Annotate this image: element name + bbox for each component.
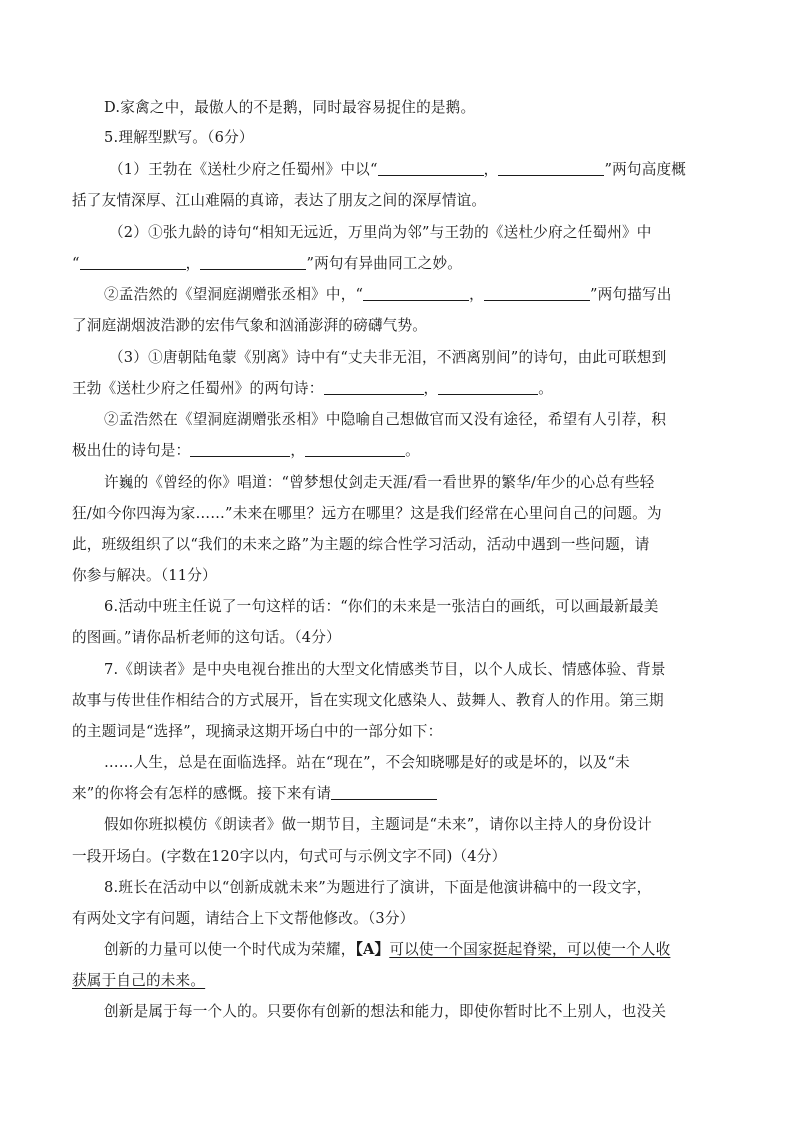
- q5-part2-line1: （2）①张九龄的诗句“相知无远近，万里尚为邻”与王勃的《送杜少府之任蜀州》中: [109, 224, 652, 241]
- answer-blank[interactable]: [324, 379, 424, 395]
- answer-blank[interactable]: [484, 285, 590, 301]
- question-5-heading: 5.理解型默写。（6分）: [104, 129, 254, 146]
- marker-a: 【A】: [355, 941, 390, 958]
- q5-part3b-line1: ②孟浩然在《望洞庭湖赠张丞相》中隐喻自己想做官而又没有途径，希望有人引荐，积: [104, 411, 667, 428]
- intro-paragraph-line3: 此，班级组织了以“我们的未来之路”为主题的综合性学习活动，活动中遇到一些问题，请: [72, 536, 650, 553]
- speech-line3: 创新是属于每一个人的。只要你有创新的想法和能力，即使你暂时比不上别人，也没关: [104, 1003, 667, 1020]
- speech-line2: 获属于自己的未来。: [72, 972, 206, 989]
- answer-blank[interactable]: [498, 160, 604, 176]
- question-6-line1: 6.活动中班主任说了一句这样的话：“你们的未来是一张洁白的画纸，可以画最新最美: [104, 598, 659, 615]
- answer-blank[interactable]: [80, 254, 186, 270]
- question-7-line1: 7.《朗读者》是中央电视台推出的大型文化情感类节目，以个人成长、情感体验、背景: [104, 661, 666, 678]
- answer-blank[interactable]: [378, 160, 484, 176]
- intro-paragraph-line2: 狂/如今你四海为家……”未来在哪里？远方在哪里？这是我们经常在心里问自己的问题。为: [72, 505, 662, 522]
- question-8-line2: 有两处文字有问题，请结合上下文帮他修改。（3分）: [72, 910, 415, 927]
- answer-blank[interactable]: [305, 441, 405, 457]
- speech-line1: 创新的力量可以使一个时代成为荣耀，【A】可以使一个国家挺起脊梁，可以使一个人收: [104, 941, 671, 958]
- question-6-line2: 的图画。”请你品析老师的这句话。（4分）: [72, 629, 341, 646]
- answer-blank[interactable]: [331, 784, 437, 800]
- option-d-text: D.家禽之中，最傲人的不是鹅，同时最容易捉住的是鹅。: [104, 99, 476, 116]
- question-7-line2: 故事与传世佳作相结合的方式展开，旨在实现文化感染人、鼓舞人、教育人的作用。第三期: [72, 692, 664, 709]
- q5-part2-line2: “ ， ”两句有异曲同工之妙。: [72, 255, 463, 272]
- quote-line1: ……人生，总是在面临选择。站在“现在”，不会知晓哪是好的或是坏的，以及“未: [104, 754, 630, 771]
- intro-paragraph-line1: 许巍的《曾经的你》唱道：“曾梦想仗剑走天涯/看一看世界的繁华/年少的心总有些轻: [104, 474, 655, 491]
- q5-part3-line2: 王勃《送杜少府之任蜀州》的两句诗： ， 。: [72, 380, 554, 397]
- question-7-task-line1: 假如你班拟模仿《朗读者》做一期节目，主题词是“未来”，请你以主持人的身份设计: [104, 816, 652, 833]
- q5-part1-line1: （1）王勃在《送杜少府之任蜀州》中以“ ， ”两句高度概: [109, 161, 687, 178]
- question-7-line3: 的主题词是“选择”，现摘录这期开场白中的一部分如下：: [72, 723, 443, 740]
- answer-blank[interactable]: [200, 254, 306, 270]
- underlined-sentence: 可以使一个国家挺起脊梁，可以使一个人收: [389, 941, 671, 958]
- question-8-line1: 8.班长在活动中以“创新成就未来”为题进行了演讲，下面是他演讲稿中的一段文字，: [104, 879, 652, 896]
- question-7-task-line2: 一段开场白。(字数在120字以内，句式可与示例文字不同)（4分）: [72, 848, 507, 865]
- q5-part3b-line2: 极出仕的诗句是： ， 。: [72, 442, 420, 459]
- quote-line2: 来”的你将会有怎样的感慨。接下来有请: [72, 783, 437, 805]
- q5-part2b-line2: 了洞庭湖烟波浩渺的宏伟气象和汹涌澎湃的磅礴气势。: [72, 317, 428, 334]
- answer-blank[interactable]: [363, 285, 469, 301]
- q5-part2b-line1: ②孟浩然的《望洞庭湖赠张丞相》中，“ ， ”两句描写出: [104, 286, 672, 303]
- q5-part3-line1: （3）①唐朝陆龟蒙《别离》诗中有“丈夫非无泪，不洒离别间”的诗句，由此可联想到: [109, 349, 667, 366]
- answer-blank[interactable]: [438, 379, 538, 395]
- q5-part1-line2: 括了友情深厚、江山难隔的真谛，表达了朋友之间的深厚情谊。: [72, 192, 487, 209]
- answer-blank[interactable]: [190, 441, 290, 457]
- intro-paragraph-line4: 你参与解决。（11分）: [72, 567, 217, 584]
